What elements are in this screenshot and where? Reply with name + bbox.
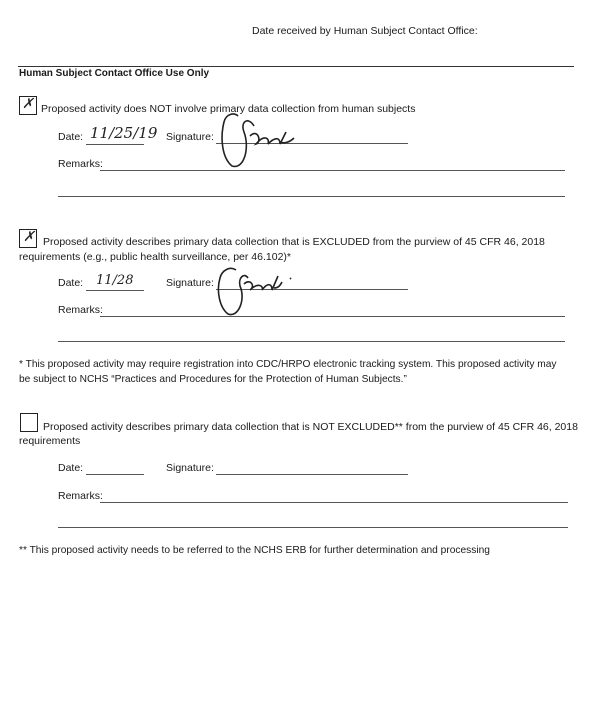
section1-signature-mark [210,108,300,168]
section1-date-label: Date: [58,131,84,143]
section3-checkbox[interactable] [20,413,38,432]
section2-remarks-label: Remarks: [58,304,103,316]
checkbox-mark: ✗ [23,229,35,245]
section1-text: Proposed activity does NOT involve primary data collection from human subjects [41,103,416,115]
header-divider [18,66,574,67]
date-received-label: Date received by Human Subject Contact Office: [252,25,478,37]
section2-checkbox[interactable] [19,229,37,248]
section3-signature-line[interactable] [216,474,408,475]
section1-date-line [86,144,144,145]
section3-date-label: Date: [58,462,84,474]
section2-date-label: Date: [58,277,84,289]
section2-signature-mark [206,264,296,319]
section1-date-value: 11/25/19 [90,124,158,142]
section1-remarks-line-2[interactable] [58,196,565,197]
section3-remarks-line-2[interactable] [58,527,568,528]
section3-remarks-line[interactable] [100,502,568,503]
section3-date-line[interactable] [86,474,144,475]
section2-signature-label: Signature: [166,277,214,289]
office-use-title: Human Subject Contact Office Use Only [19,68,210,79]
section2-date-value: 11/28 [96,273,134,288]
section1-checkbox[interactable] [19,96,37,115]
section2-text-line2: requirements (e.g., public health surveillance, per 46.102)* [19,251,291,263]
section3-signature-label: Signature: [166,462,214,474]
section2-text-line1: Proposed activity describes primary data collection that is EXCLUDED from the purview of 45 CFR 46, 2018 [43,236,545,248]
note1-line1: * This proposed activity may require registration into CDC/HRPO electronic tracking system. This proposed activity may [19,359,557,370]
section3-text-line1: Proposed activity describes primary data collection that is NOT EXCLUDED** from the purview of 45 CFR 46, 2018 [43,421,578,433]
section1-signature-label: Signature: [166,131,214,143]
section1-remarks-label: Remarks: [58,158,103,170]
section2-remarks-line-2[interactable] [58,341,565,342]
section1-remarks-line[interactable] [100,170,565,171]
section3-text-line2: requirements [19,435,81,447]
section3-remarks-label: Remarks: [58,490,103,502]
section2-date-line [86,290,144,291]
checkbox-mark: ✗ [22,96,34,112]
note1-line2: be subject to NCHS “Practices and Procedures for the Protection of Human Subjects.” [19,374,407,385]
note2-text: ** This proposed activity needs to be referred to the NCHS ERB for further determination and processing [19,545,490,556]
section2-remarks-line[interactable] [100,316,565,317]
